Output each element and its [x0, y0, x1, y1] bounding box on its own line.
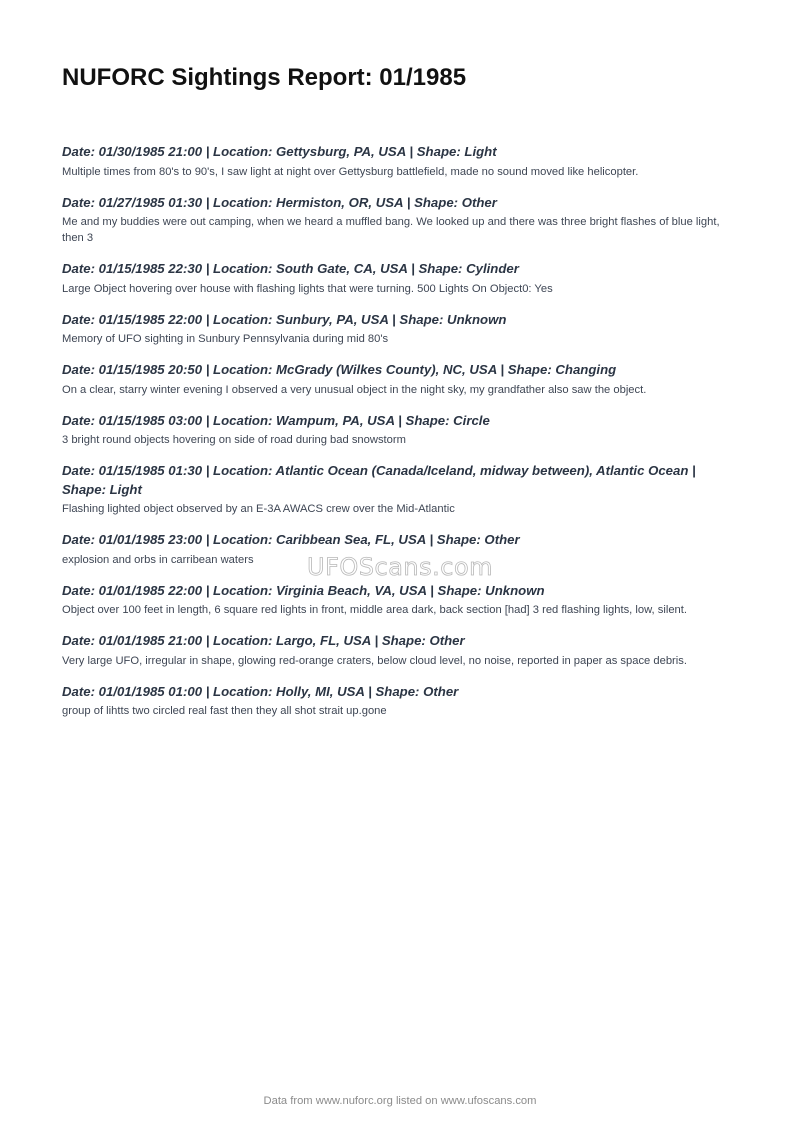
sightings-list	[62, 143, 742, 733]
sighting-heading: Date: 01/01/1985 21:00 | Location: Largo, FL, USA | Shape: Other	[62, 633, 465, 648]
sighting-entry	[62, 683, 742, 720]
sighting-entry	[62, 462, 742, 517]
sighting-description: Memory of UFO sighting in Sunbury Pennsylvania during mid 80's	[62, 333, 389, 345]
sighting-entry	[62, 412, 742, 449]
sighting-description: Multiple times from 80's to 90's, I saw light at night over Gettysburg battlefield, made no sound moved like helicopter.	[62, 165, 639, 178]
sighting-heading: Date: 01/15/1985 22:30 | Location: South Gate, CA, USA | Shape: Cylinder	[62, 261, 519, 276]
sighting-description: group of lihtts two circled real fast then they all shot strait up.gone	[62, 705, 387, 717]
sighting-description: Large Object hovering over house with flashing lights that were turning. 500 Lights On Object0: Yes	[62, 282, 553, 295]
footer-credit: Data from www.nuforc.org listed on www.ufoscans.com	[263, 1095, 537, 1107]
sighting-heading: Date: 01/30/1985 21:00 | Location: Gettysburg, PA, USA | Shape: Light	[62, 144, 497, 159]
sighting-heading: Date: 01/15/1985 03:00 | Location: Wampum, PA, USA | Shape: Circle	[62, 412, 490, 428]
sighting-heading: Date: 01/01/1985 01:00 | Location: Holly, MI, USA | Shape: Other	[62, 683, 459, 699]
sighting-entry	[62, 361, 742, 398]
sighting-heading: Date: 01/01/1985 22:00 | Location: Virginia Beach, VA, USA | Shape: Unknown	[62, 582, 545, 598]
sighting-heading: Date: 01/01/1985 23:00 | Location: Caribbean Sea, FL, USA | Shape: Other	[62, 532, 520, 547]
sighting-description: Object over 100 feet in length, 6 square red lights in front, middle area dark, back section [had] 3 red flashing lights, low, silent.	[62, 604, 687, 616]
sighting-description: Very large UFO, irregular in shape, glowing red-orange craters, below cloud level, no noise, reported in paper as space debris.	[62, 654, 687, 667]
sighting-heading: Date: 01/15/1985 01:30 | Location: Atlantic Ocean (Canada/Iceland, midway between), Atlantic Ocean | Shape: Light	[62, 463, 696, 497]
sighting-heading: Date: 01/15/1985 22:00 | Location: Sunbury, PA, USA | Shape: Unknown	[62, 311, 507, 327]
sighting-entry	[62, 194, 742, 247]
page-title: NUFORC Sightings Report: 01/1985	[62, 64, 467, 91]
sighting-description: On a clear, starry winter evening I observed a very unusual object in the night sky, my grandfather also saw the object.	[62, 383, 647, 396]
sighting-entry	[62, 531, 742, 568]
sighting-description: explosion and orbs in carribean waters	[62, 553, 254, 566]
sighting-entry	[62, 311, 742, 348]
sighting-description: 3 bright round objects hovering on side of road during bad snowstorm	[62, 434, 406, 446]
sighting-heading: Date: 01/15/1985 20:50 | Location: McGrady (Wilkes County), NC, USA | Shape: Changing	[62, 362, 617, 377]
sighting-description: Me and my buddies were out camping, when we heard a muffled bang. We looked up and there was three bright flashes of blue light, then 3	[62, 216, 720, 244]
sighting-heading: Date: 01/27/1985 01:30 | Location: Hermiston, OR, USA | Shape: Other	[62, 194, 497, 210]
sighting-entry	[62, 143, 742, 180]
sighting-entry	[62, 632, 742, 669]
sighting-entry	[62, 582, 742, 619]
sighting-entry	[62, 260, 742, 297]
watermark: UFOScans.com	[307, 553, 493, 581]
sighting-description: Flashing lighted object observed by an E-3A AWACS crew over the Mid-Atlantic	[62, 503, 455, 515]
